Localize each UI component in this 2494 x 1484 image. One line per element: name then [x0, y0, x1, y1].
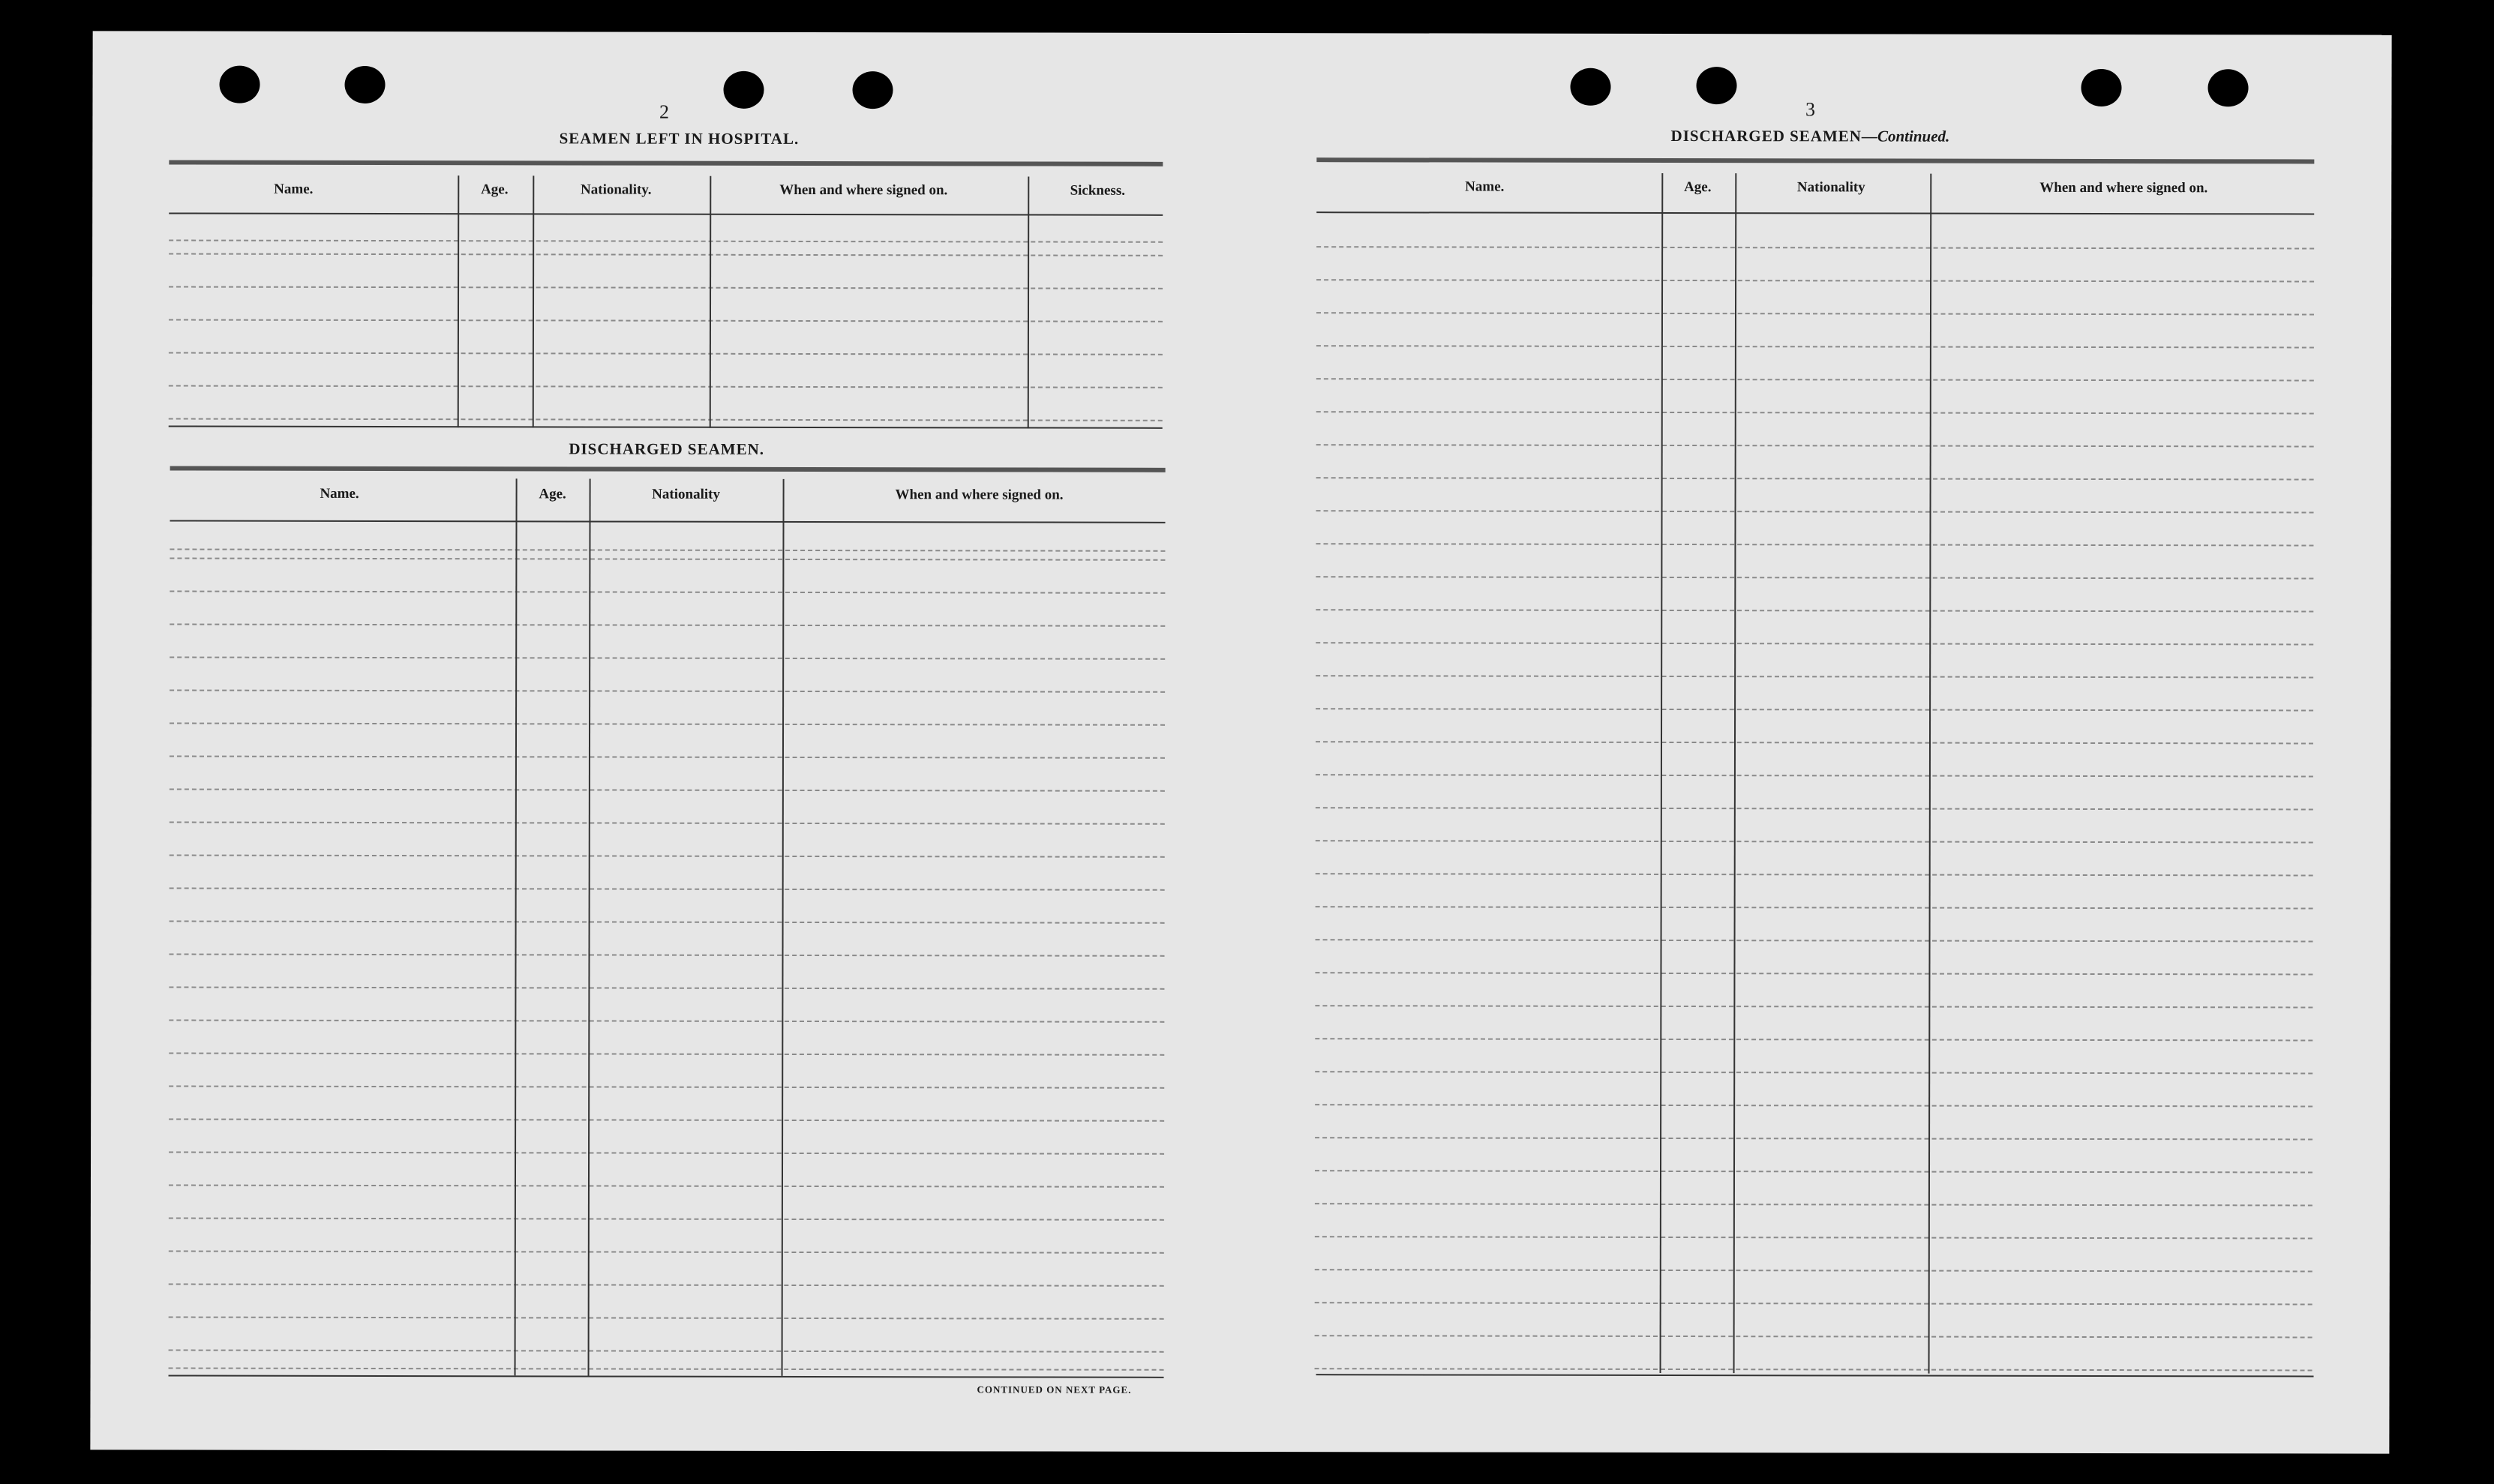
column-divider	[1028, 177, 1030, 429]
ruled-line	[170, 789, 1165, 792]
ruled-line	[1315, 972, 2312, 975]
punch-hole	[344, 66, 385, 103]
document-sheet	[90, 31, 2391, 1453]
column-header-nationality: Nationality	[1796, 179, 1865, 196]
ruled-line	[1315, 1302, 2312, 1305]
ruled-line	[169, 987, 1164, 990]
ruled-line	[1316, 840, 2313, 843]
discharged-title-text: DISCHARGED SEAMEN	[1670, 126, 1862, 145]
ruled-line	[169, 240, 1163, 243]
ruled-line	[1316, 411, 2314, 414]
ruled-line	[1316, 345, 2314, 348]
ruled-line	[170, 822, 1165, 825]
column-divider	[1733, 173, 1737, 1373]
column-header-signed-on: When and where signed on.	[779, 181, 948, 199]
header-rule	[169, 213, 1163, 216]
table-bottom-rule	[169, 1375, 1164, 1378]
ruled-line	[1316, 807, 2313, 810]
ruled-line	[169, 1053, 1164, 1056]
ruled-line	[169, 1251, 1164, 1254]
ruled-line	[1316, 675, 2313, 678]
ruled-line	[170, 888, 1165, 891]
page-number: 2	[659, 100, 669, 123]
ruled-line	[169, 319, 1163, 322]
ruled-line	[1316, 576, 2313, 579]
discharged-continued-title	[1671, 127, 1950, 146]
table-bottom-rule	[169, 426, 1163, 429]
page-number: 3	[1805, 98, 1815, 121]
continued-note: CONTINUED ON NEXT PAGE.	[977, 1384, 1132, 1396]
ruled-line	[170, 624, 1165, 627]
ruled-line	[1315, 1005, 2312, 1008]
ruled-line	[170, 723, 1165, 726]
ruled-line	[169, 352, 1163, 355]
column-header-name: Name.	[320, 485, 359, 502]
ruled-line	[1315, 1236, 2312, 1239]
column-header-age: Age.	[481, 181, 509, 198]
ruled-line	[1315, 1038, 2312, 1041]
ruled-line	[169, 1368, 1164, 1371]
column-header-age: Age.	[539, 486, 566, 502]
punch-hole	[219, 66, 260, 103]
column-divider	[710, 176, 712, 428]
punch-hole	[1570, 68, 1610, 106]
column-header-signed-on: When and where signed on.	[2039, 179, 2208, 196]
ruled-line	[1316, 543, 2313, 546]
ruled-line	[1316, 279, 2314, 282]
ruled-line	[1316, 642, 2313, 645]
ruled-line	[170, 558, 1165, 561]
ruled-line	[169, 1152, 1164, 1155]
column-divider	[533, 175, 535, 427]
ruled-line	[169, 1086, 1164, 1089]
ruled-line	[1316, 378, 2314, 381]
ruled-line	[1316, 873, 2313, 876]
ruled-line	[1316, 510, 2314, 513]
ruled-line	[169, 1218, 1164, 1221]
column-divider	[1660, 173, 1664, 1373]
left-page	[93, 31, 2392, 1396]
ruled-line	[1316, 477, 2314, 480]
ruled-line	[170, 657, 1165, 660]
column-divider	[458, 175, 460, 427]
ruled-line	[1316, 774, 2313, 777]
ruled-line	[169, 1119, 1164, 1122]
ruled-line	[1315, 1104, 2312, 1107]
table-bottom-rule	[1316, 1374, 2314, 1377]
ruled-line	[169, 1185, 1164, 1188]
ruled-line	[169, 286, 1163, 289]
ruled-line	[1315, 1071, 2312, 1074]
column-header-signed-on: When and where signed on.	[895, 487, 1064, 503]
ruled-line	[1316, 906, 2313, 909]
ruled-line	[170, 690, 1165, 693]
table-top-rule	[1316, 157, 2314, 163]
ruled-line	[1316, 609, 2313, 612]
ruled-line	[1316, 939, 2313, 942]
ruled-line	[1316, 312, 2314, 315]
ruled-line	[170, 855, 1165, 858]
ruled-line	[170, 756, 1165, 759]
ruled-line	[169, 1284, 1164, 1287]
ruled-line	[1315, 1170, 2312, 1173]
column-header-nationality: Nationality.	[581, 181, 652, 198]
column-header-name: Name.	[274, 181, 314, 197]
punch-hole	[2081, 69, 2121, 106]
column-header-age: Age.	[1684, 179, 1712, 196]
punch-hole	[723, 71, 764, 109]
ruled-line	[1316, 246, 2314, 249]
ruled-line	[170, 549, 1165, 552]
column-divider	[515, 478, 518, 1375]
punch-hole	[1696, 67, 1736, 104]
column-header-name: Name.	[1465, 178, 1505, 195]
punch-hole	[2207, 69, 2248, 106]
continued-suffix: —Continued.	[1861, 127, 1950, 145]
column-divider	[1928, 174, 1932, 1374]
ruled-line	[170, 954, 1165, 957]
ruled-line	[169, 1020, 1164, 1023]
table-top-rule	[169, 160, 1163, 166]
header-rule	[1316, 211, 2314, 214]
column-header-nationality: Nationality	[652, 486, 720, 502]
column-header-sickness: Sickness.	[1070, 182, 1125, 199]
ruled-line	[1315, 1203, 2312, 1206]
punch-hole	[852, 71, 893, 109]
ruled-line	[169, 418, 1163, 421]
ruled-line	[1316, 444, 2314, 447]
column-divider	[782, 479, 785, 1376]
ruled-line	[1316, 741, 2313, 744]
ruled-line	[169, 385, 1163, 388]
ruled-line	[1315, 1335, 2312, 1338]
ruled-line	[1315, 1368, 2312, 1371]
column-divider	[588, 478, 591, 1375]
ruled-line	[170, 591, 1165, 594]
ruled-line	[1316, 708, 2313, 711]
ruled-line	[169, 253, 1163, 256]
hospital-section-title: SEAMEN LEFT IN HOSPITAL.	[559, 129, 800, 148]
table-top-rule	[170, 466, 1166, 472]
ruled-line	[1315, 1269, 2312, 1272]
ruled-line	[169, 1350, 1164, 1353]
ruled-line	[1315, 1137, 2312, 1140]
ruled-line	[169, 1317, 1164, 1320]
header-rule	[170, 520, 1166, 523]
ruled-line	[170, 921, 1165, 924]
discharged-section-title: DISCHARGED SEAMEN.	[569, 439, 765, 458]
